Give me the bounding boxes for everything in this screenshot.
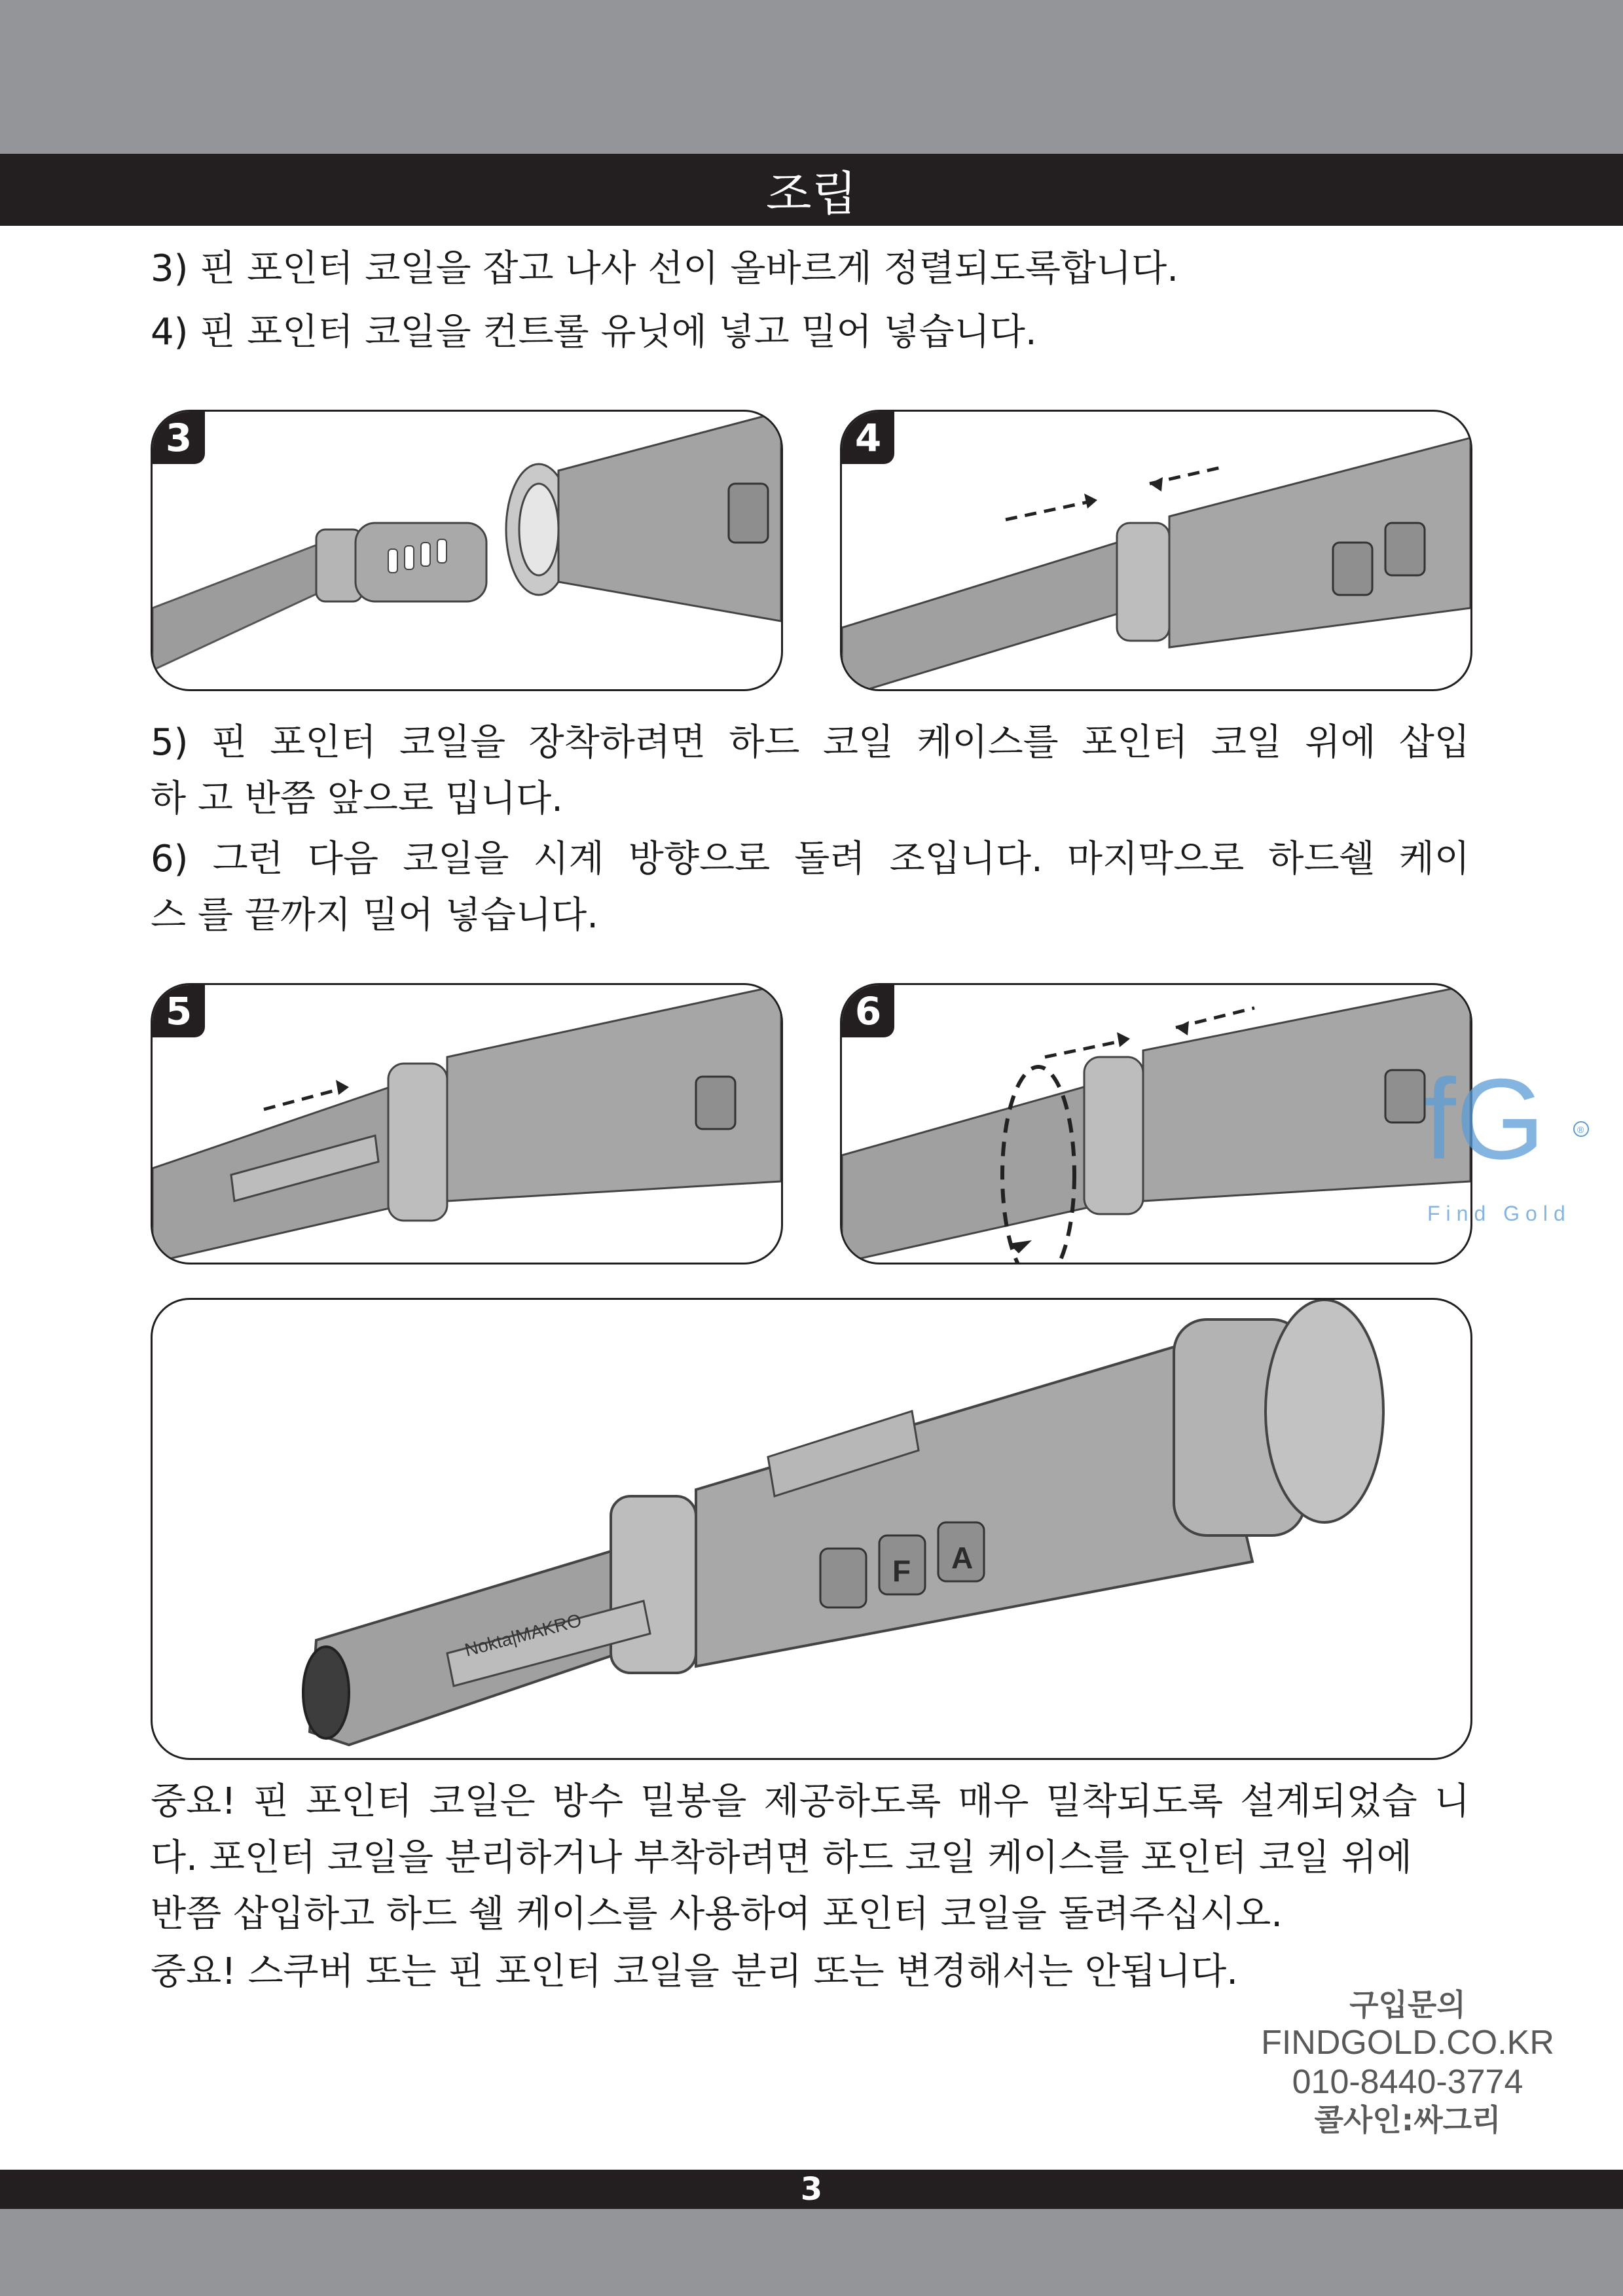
contact-info (1231, 1986, 1584, 2138)
coil-insert-illustration (842, 412, 1470, 689)
step-5-line-2: 하 고 반쯤 앞으로 밉니다. (151, 778, 563, 820)
page-title: 조립 (765, 166, 858, 221)
note-1-line-1: 중요! 핀 포인터 코일은 방수 밀봉을 제공하도록 매우 밀착되도록 설계되었습 니 (151, 1780, 1470, 1823)
footer-bar (0, 2170, 1623, 2209)
step-badge: 5 (153, 985, 205, 1037)
step-4-text: 4) 핀 포인터 코일을 컨트롤 유닛에 넣고 밀어 넣습니다. (151, 311, 1037, 353)
logo-caption: Find Gold (1427, 1202, 1571, 1225)
f-button-label: F (892, 1554, 911, 1588)
step-6-line-2: 스 를 끝까지 밀어 넣습니다. (151, 894, 599, 937)
registered-mark: ® (1577, 1124, 1584, 1135)
note-1-line-3: 반쯤 삽입하고 하드 쉘 케이스를 사용하여 포인터 코일을 돌려주십시오. (151, 1893, 1283, 1935)
coil-detached-illustration (153, 412, 781, 689)
step-5-line-1: 5) 핀 포인터 코일을 장착하려면 하드 코일 케이스를 포인터 코일 위에 삽입 (151, 721, 1470, 764)
page-number: 3 (800, 2171, 823, 2208)
contact-title: 구입문의 (1349, 1987, 1466, 2022)
illustration-panel-3 (151, 410, 783, 691)
top-band (0, 0, 1623, 154)
assembled-pinpointer-illustration (153, 1300, 1470, 1758)
step-badge: 3 (153, 412, 205, 464)
contact-phone: 010-8440-3774 (1292, 2063, 1523, 2101)
illustration-panel-6 (840, 983, 1472, 1265)
bottom-band (0, 2209, 1623, 2296)
a-button-label: A (951, 1541, 974, 1575)
step-3-text: 3) 핀 포인터 코일을 잡고 나사 선이 올바르게 정렬되도록합니다. (151, 247, 1179, 290)
contact-kakao: 콜사인:싸그리 (1314, 2102, 1501, 2138)
title-bar (0, 154, 1623, 226)
find-gold-watermark-logo (1424, 1060, 1591, 1230)
twist-lock-illustration (842, 985, 1470, 1263)
brand-label: Nokta|MAKRO (462, 1609, 584, 1660)
illustration-panel-4 (840, 410, 1472, 691)
step-badge: 6 (842, 985, 894, 1037)
step-6-line-1: 6) 그런 다음 코일을 시계 방향으로 돌려 조입니다. 마지막으로 하드쉘 케이 (151, 838, 1470, 880)
fg-logo-icon (1424, 1060, 1591, 1230)
hard-case-illustration (153, 985, 781, 1263)
note-1-line-2: 다. 포인터 코일을 분리하거나 부착하려면 하드 코일 케이스를 포인터 코일 위에 (151, 1837, 1412, 1879)
step-badge: 4 (842, 412, 894, 464)
contact-site: FINDGOLD.CO.KR (1261, 2024, 1554, 2062)
assembled-device-panel (151, 1298, 1472, 1760)
note-2: 중요! 스쿠버 또는 핀 포인터 코일을 분리 또는 변경해서는 안됩니다. (151, 1950, 1239, 1993)
logo-letters: fG (1424, 1060, 1545, 1183)
illustration-panel-5 (151, 983, 783, 1265)
